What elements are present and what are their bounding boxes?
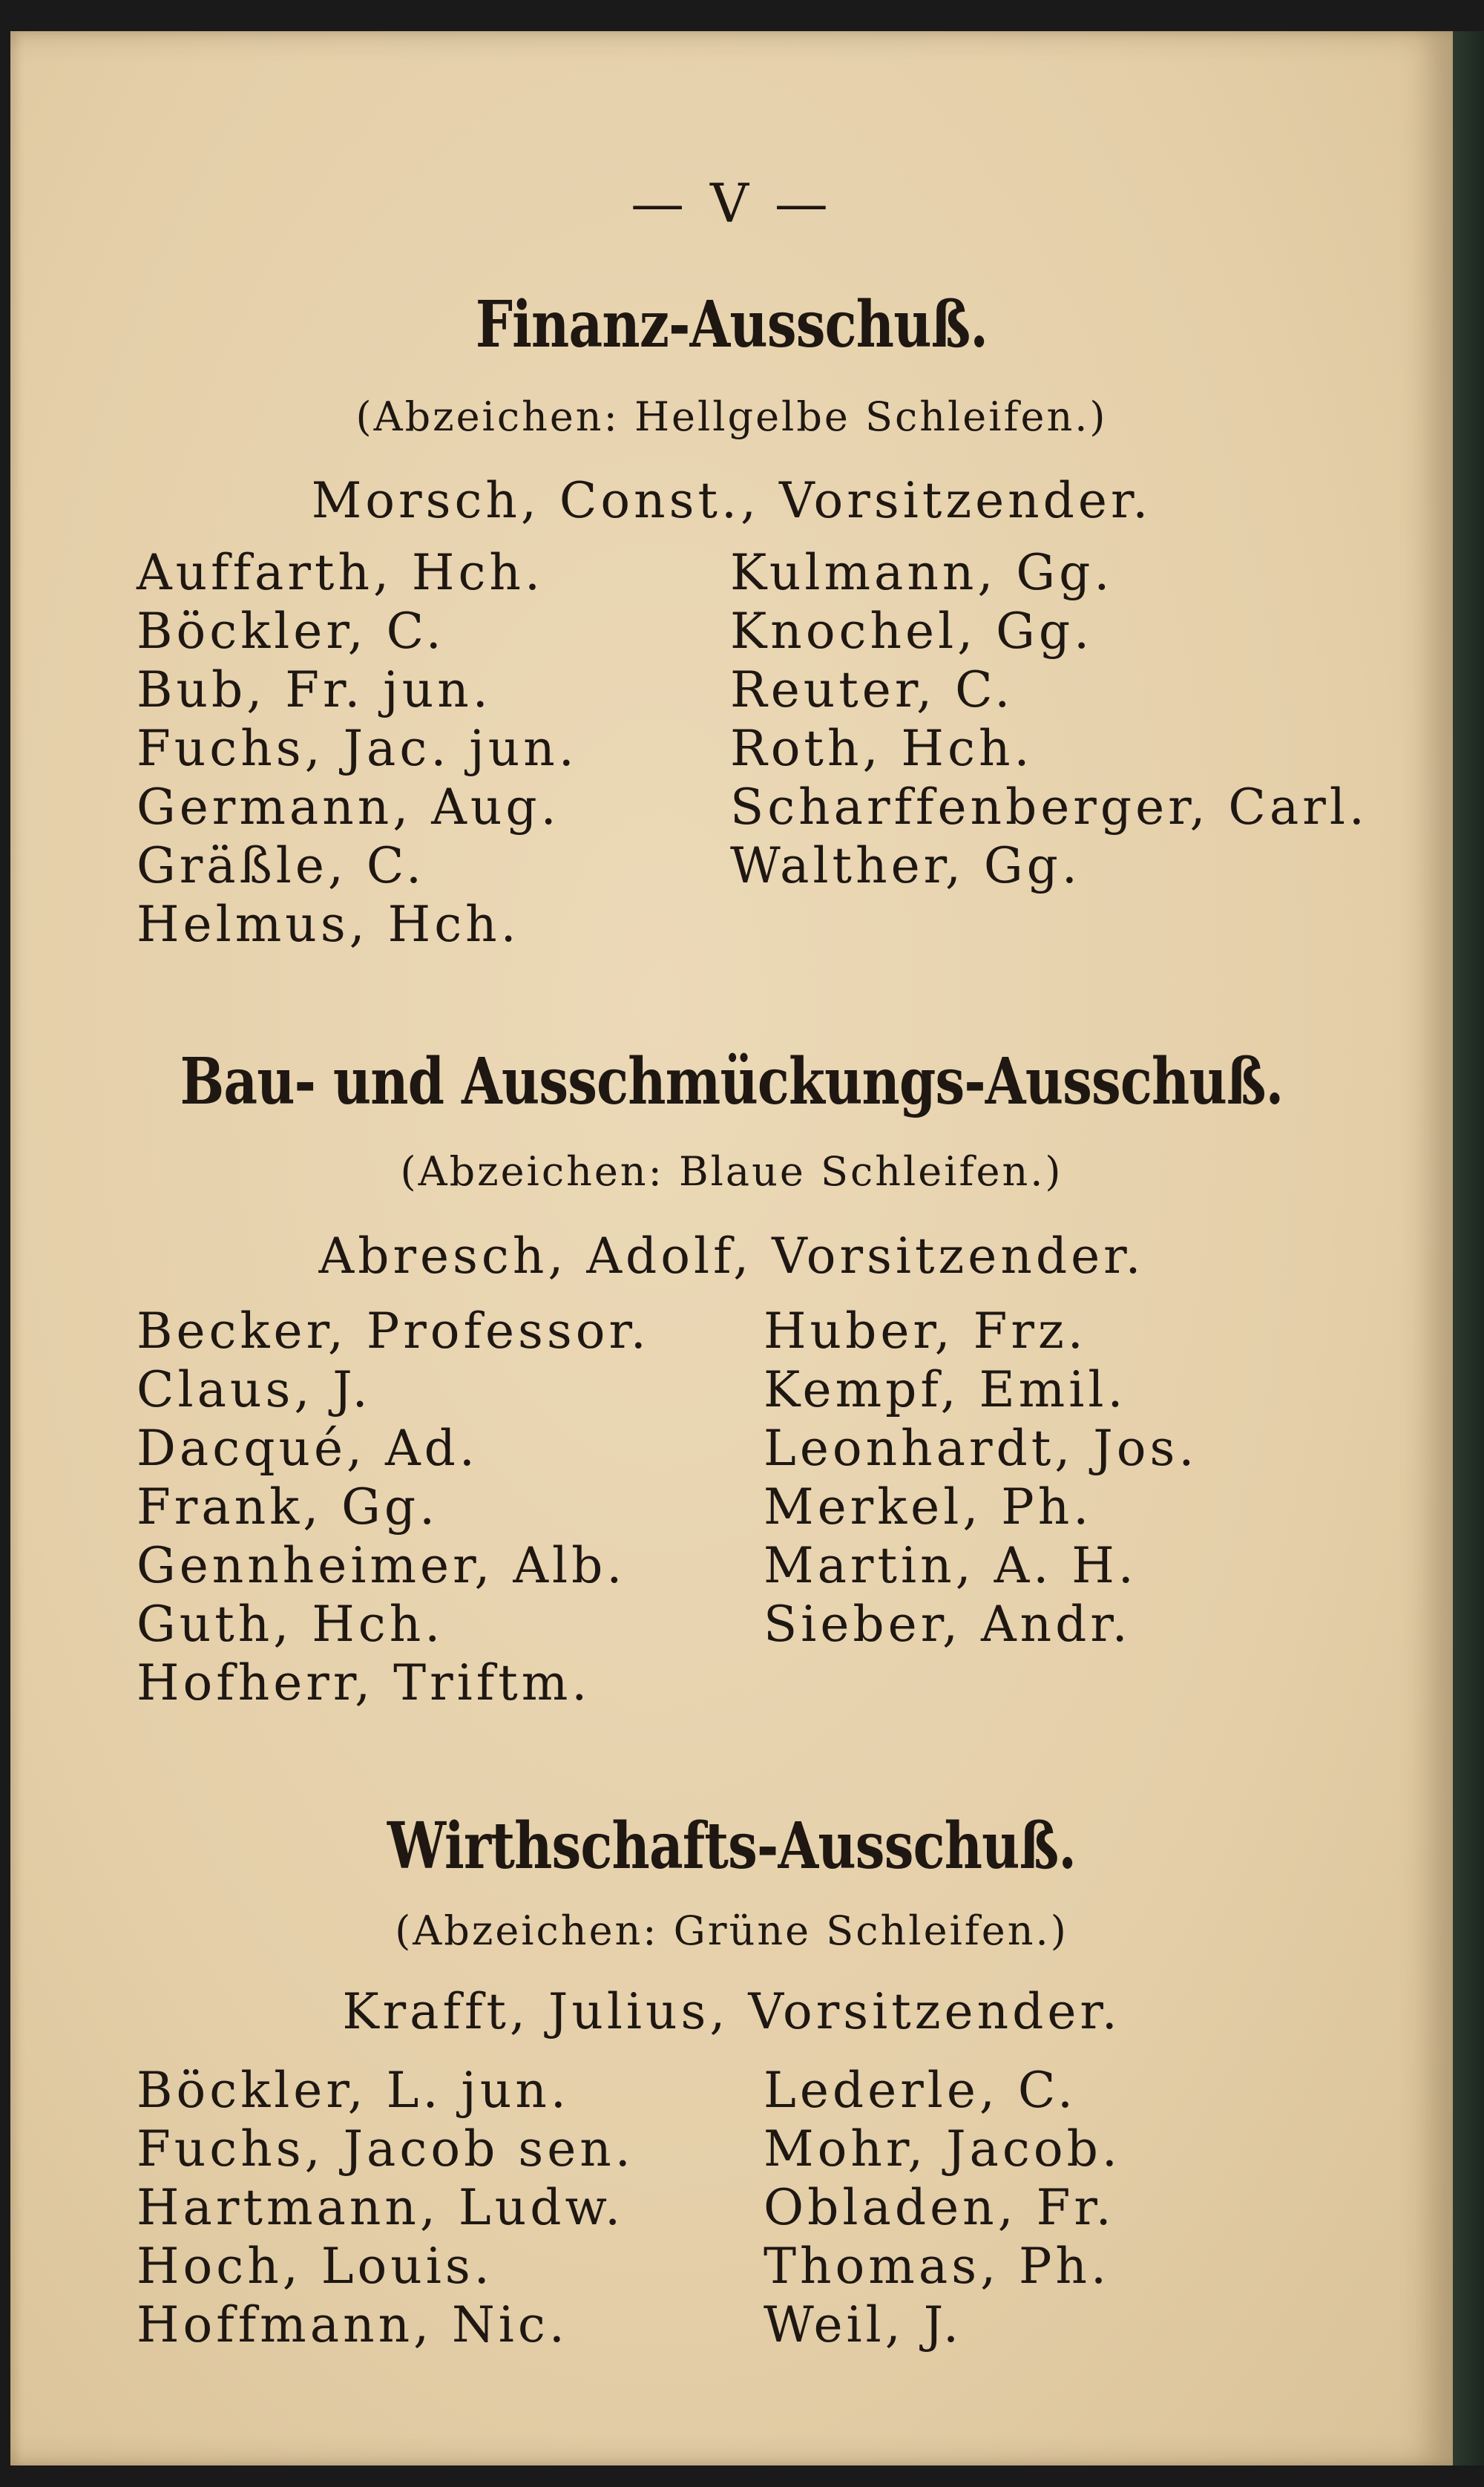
section-badge-catering: (Abzeichen: Grüne Schleifen.): [395, 1907, 1068, 1954]
member-name: Gennheimer, Alb.: [137, 1537, 626, 1594]
section-heading-finance: Finanz-Ausschuß.: [475, 287, 988, 362]
member-name: Helmus, Hch.: [137, 896, 520, 953]
member-name: Kulmann, Gg.: [730, 544, 1114, 601]
members-right-finance: [730, 543, 1368, 895]
member-name: Böckler, L. jun.: [137, 2062, 570, 2119]
member-name: Walther, Gg.: [730, 837, 1081, 894]
page-number: — V —: [631, 172, 833, 235]
members-left-finance: [137, 543, 578, 954]
member-name: Leonhardt, Jos.: [764, 1420, 1198, 1477]
section-heading-construction: Bau- und Ausschmückungs-Ausschuß.: [180, 1044, 1284, 1119]
section-heading-catering: Wirthschafts-Ausschuß.: [387, 1809, 1077, 1884]
member-name: Claus, J.: [137, 1361, 372, 1418]
member-name: Thomas, Ph.: [764, 2238, 1110, 2295]
member-name: Hoch, Louis.: [137, 2238, 493, 2295]
members-left-construction: [137, 1302, 650, 1712]
member-name: Sieber, Andr.: [764, 1596, 1132, 1653]
member-name: Lederle, C.: [764, 2062, 1077, 2119]
member-name: Dacqué, Ad.: [137, 1420, 479, 1477]
member-name: Böckler, C.: [137, 603, 445, 660]
member-name: Roth, Hch.: [730, 720, 1034, 777]
member-name: Gräßle, C.: [137, 837, 425, 894]
members-right-catering: [764, 2061, 1121, 2354]
member-name: Germann, Aug.: [137, 779, 560, 836]
member-name: Hofherr, Triftm.: [137, 1654, 591, 1711]
member-name: Huber, Frz.: [764, 1303, 1087, 1360]
member-name: Martin, A. H.: [764, 1537, 1137, 1594]
members-right-construction: [764, 1302, 1198, 1654]
book-page: [10, 31, 1453, 2465]
member-name: Fuchs, Jac. jun.: [137, 720, 578, 777]
section-badge-construction: (Abzeichen: Blaue Schleifen.): [400, 1148, 1063, 1195]
member-name: Scharffenberger, Carl.: [730, 779, 1368, 836]
member-name: Weil, J.: [764, 2296, 963, 2353]
section-chair-catering: Krafft, Julius, Vorsitzender.: [342, 1983, 1121, 2040]
member-name: Frank, Gg.: [137, 1478, 439, 1536]
member-name: Bub, Fr. jun.: [137, 661, 492, 718]
member-name: Fuchs, Jacob sen.: [137, 2120, 634, 2178]
member-name: Becker, Professor.: [137, 1303, 650, 1360]
member-name: Mohr, Jacob.: [764, 2120, 1121, 2178]
book-spine: [1453, 31, 1484, 2465]
section-badge-finance: (Abzeichen: Hellgelbe Schleifen.): [355, 393, 1108, 440]
member-name: Reuter, C.: [730, 661, 1014, 718]
member-name: Merkel, Ph.: [764, 1478, 1093, 1536]
section-chair-finance: Morsch, Const., Vorsitzender.: [311, 472, 1152, 529]
members-left-catering: [137, 2061, 634, 2354]
member-name: Hartmann, Ludw.: [137, 2179, 625, 2236]
member-name: Auffarth, Hch.: [137, 544, 544, 601]
member-name: Obladen, Fr.: [764, 2179, 1115, 2236]
member-name: Hoffmann, Nic.: [137, 2296, 568, 2353]
member-name: Guth, Hch.: [137, 1596, 444, 1653]
member-name: Kempf, Emil.: [764, 1361, 1127, 1418]
member-name: Knochel, Gg.: [730, 603, 1094, 660]
section-chair-construction: Abresch, Adolf, Vorsitzender.: [318, 1228, 1145, 1285]
